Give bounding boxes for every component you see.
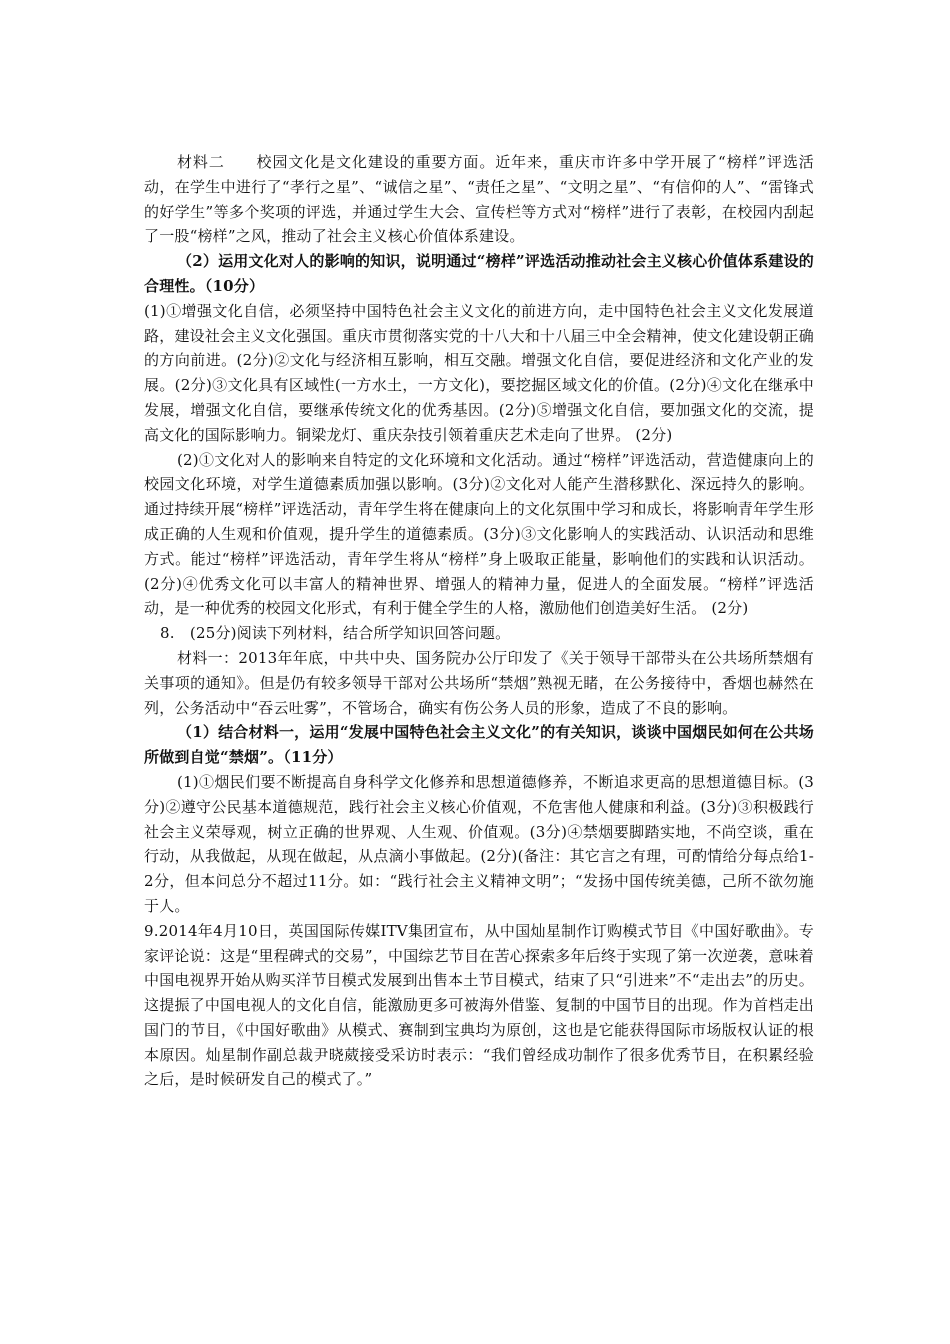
answer-1-paragraph: (1)①增强文化自信，必须坚持中国特色社会主义文化的前进方向，走中国特色社会主义文化发展道路，建设社会主义文化强国。重庆市贯彻落实党的十八大和十八届三中全会精神，使文化建设朝正确的方向前进。(2分)②文化与经济相互影响，相互交融。增强文化自信，要促进经济和文化产业的发展。(2分)③文化具有区域性(一方水土，一方文化)，要挖掘区域文化的价值。(2分)④文化在继承中发展，增强文化自信，要继承传统文化的优秀基因。(2分)⑤增强文化自信，要加强文化的交流，提高文化的国际影响力。铜梁龙灯、重庆杂技引领着重庆艺术走向了世界。 (2分) — [144, 301, 814, 444]
question-9-paragraph: 9.2014年4月10日，英国国际传媒ITV集团宣布，从中国灿星制作订购模式节目《中国好歌曲》。专家评论说：这是“里程碑式的交易”，中国综艺节目在苦心探索多年后终于实现了第一次逆袭，意味着中国电视界开始从购买洋节目模式发展到出售本土节目模式，结束了只“引进来”不“走出去”的历史。这提振了中国电视人的文化自信，能激励更多可被海外借鉴、复制的中国节目的出现。作为首档走出国门的节目，《中国好歌曲》从模式、赛制到宝典均为原创，这也是它能获得国际市场版权认证的根本原因。灿星制作副总裁尹晓葳接受采访时表示：“我们曾经成功制作了很多优秀节目，在积累经验之后，是时候研发自己的模式了。” — [144, 921, 814, 1089]
material-one-paragraph: 材料一：2013年年底，中共中央、国务院办公厅印发了《关于领导干部带头在公共场所禁烟有关事项的通知》。但是仍有较多领导干部对公共场所“禁烟”熟视无睹，在公务接待中，香烟也赫然在列，公务活动中“吞云吐雾”，不管场合，确实有伤公务人员的形象，造成了不良的影响。 — [144, 648, 814, 717]
question-8-prompt: 8. (25分)阅读下列材料，结合所学知识回答问题。 — [160, 624, 511, 643]
answer-2-paragraph: (2)①文化对人的影响来自特定的文化环境和文化活动。通过“榜样”评选活动，营造健康向上的校园文化环境，对学生道德素质加强以影响。(3分)②文化对人能产生潜移默化、深远持久的影响。通过持续开展“榜样”评选活动，青年学生将在健康向上的文化氛围中学习和成长，将影响青年学生形成正确的人生观和价值观，提升学生的道德素质。(3分)③文化影响人的实践活动、认识活动和思维方式。能过“榜样”评选活动，青年学生将从“榜样”身上吸取正能量，影响他们的实践和认识活动。(2分)④优秀文化可以丰富人的精神世界、增强人的精神力量，促进人的全面发展。“榜样”评选活动，是一种优秀的校园文化形式，有利于健全学生的人格，激励他们创造美好生活。 (2分) — [144, 450, 814, 618]
document-page — [144, 150, 814, 1092]
question-8-1-prompt: （1）结合材料一，运用“发展中国特色社会主义文化”的有关知识，谈谈中国烟民如何在公共场所做到自觉“禁烟”。（11分） — [144, 723, 814, 767]
answer-8-1-paragraph: (1)①烟民们要不断提高自身科学文化修养和思想道德修养，不断追求更高的思想道德目标。(3分)②遵守公民基本道德规范，践行社会主义核心价值观，不危害他人健康和利益。(3分)③积极践行社会主义荣辱观，树立正确的世界观、人生观、价值观。(3分)④禁烟要脚踏实地，不尚空谈，重在行动，从我做起，从现在做起，从点滴小事做起。(2分)(备注：其它言之有理，可酌情给分每点给1-2分，但本问总分不超过11分。如：“践行社会主义精神文明”；“发扬中国传统美德，己所不欲勿施于人。 — [144, 772, 814, 915]
question-2-prompt: （2）运用文化对人的影响的知识，说明通过“榜样”评选活动推动社会主义核心价值体系建设的合理性。（10分） — [144, 252, 814, 295]
material-two-paragraph: 材料二 校园文化是文化建设的重要方面。近年来，重庆市许多中学开展了“榜样”评选活动，在学生中进行了“孝行之星”、“诚信之星”、“责任之星”、“文明之星”、“有信仰的人”、“雷锋式的好学生”等多个奖项的评选，并通过学生大会、宣传栏等方式对“榜样”进行了表彰，在校园内刮起了一股“榜样”之风，推动了社会主义核心价值体系建设。 — [144, 153, 814, 246]
